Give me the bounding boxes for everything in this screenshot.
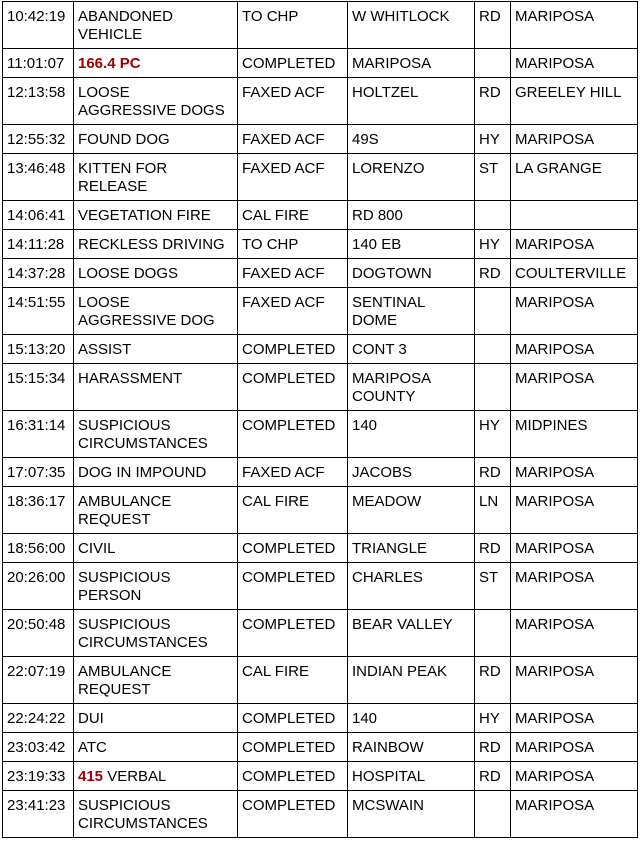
city-cell: COULTERVILLE — [511, 259, 638, 288]
time-cell: 15:13:20 — [3, 335, 74, 364]
penal-code: 415 — [78, 768, 104, 785]
city-cell: MARIPOSA — [511, 335, 638, 364]
street-cell: DOGTOWN — [348, 259, 475, 288]
street-cell: JACOBS — [348, 458, 475, 487]
city-cell: MARIPOSA — [511, 762, 638, 791]
log-row — [3, 2, 638, 49]
disposition-cell: COMPLETED — [238, 335, 348, 364]
street-suffix-cell: ST — [475, 154, 511, 201]
time-cell: 16:31:14 — [3, 411, 74, 458]
call-type-cell: AMBULANCE REQUEST — [74, 487, 238, 534]
log-row — [3, 125, 638, 154]
street-suffix-cell — [475, 335, 511, 364]
street-cell: MARIPOSA — [348, 49, 475, 78]
log-row — [3, 49, 638, 78]
time-cell: 18:56:00 — [3, 534, 74, 563]
log-row — [3, 259, 638, 288]
disposition-cell: FAXED ACF — [238, 154, 348, 201]
call-type-cell: AMBULANCE REQUEST — [74, 657, 238, 704]
street-cell: 140 — [348, 704, 475, 733]
call-type-cell: RECKLESS DRIVING — [74, 230, 238, 259]
log-row — [3, 201, 638, 230]
street-cell: LORENZO — [348, 154, 475, 201]
call-type-text: VERBAL — [103, 768, 167, 785]
street-suffix-cell: RD — [475, 2, 511, 49]
time-cell: 12:13:58 — [3, 78, 74, 125]
time-cell: 14:06:41 — [3, 201, 74, 230]
log-row — [3, 487, 638, 534]
street-suffix-cell: HY — [475, 704, 511, 733]
street-suffix-cell: ST — [475, 563, 511, 610]
street-cell: INDIAN PEAK — [348, 657, 475, 704]
time-cell: 18:36:17 — [3, 487, 74, 534]
street-cell: HOLTZEL — [348, 78, 475, 125]
city-cell: MARIPOSA — [511, 125, 638, 154]
disposition-cell: COMPLETED — [238, 563, 348, 610]
log-row — [3, 610, 638, 657]
call-type-cell: FOUND DOG — [74, 125, 238, 154]
log-row — [3, 733, 638, 762]
call-type-cell: CIVIL — [74, 534, 238, 563]
call-type-cell: DUI — [74, 704, 238, 733]
street-cell: RAINBOW — [348, 733, 475, 762]
city-cell: MARIPOSA — [511, 364, 638, 411]
call-type-cell: KITTEN FOR RELEASE — [74, 154, 238, 201]
city-cell: LA GRANGE — [511, 154, 638, 201]
disposition-cell: FAXED ACF — [238, 259, 348, 288]
disposition-cell: COMPLETED — [238, 733, 348, 762]
city-cell: MARIPOSA — [511, 288, 638, 335]
disposition-cell: COMPLETED — [238, 49, 348, 78]
time-cell: 14:37:28 — [3, 259, 74, 288]
street-suffix-cell: RD — [475, 78, 511, 125]
call-log-table — [2, 1, 638, 838]
street-suffix-cell: RD — [475, 534, 511, 563]
street-suffix-cell: LN — [475, 487, 511, 534]
call-type-cell: ATC — [74, 733, 238, 762]
street-suffix-cell: RD — [475, 657, 511, 704]
call-type-cell: SUSPICIOUS CIRCUMSTANCES — [74, 791, 238, 838]
street-suffix-cell: RD — [475, 762, 511, 791]
disposition-cell: COMPLETED — [238, 762, 348, 791]
street-cell: BEAR VALLEY — [348, 610, 475, 657]
time-cell: 13:46:48 — [3, 154, 74, 201]
log-row — [3, 288, 638, 335]
street-suffix-cell — [475, 364, 511, 411]
street-suffix-cell — [475, 288, 511, 335]
call-type-cell: SUSPICIOUS CIRCUMSTANCES — [74, 411, 238, 458]
street-suffix-cell — [475, 49, 511, 78]
disposition-cell: FAXED ACF — [238, 288, 348, 335]
street-suffix-cell: RD — [475, 259, 511, 288]
city-cell: MARIPOSA — [511, 657, 638, 704]
street-cell: MEADOW — [348, 487, 475, 534]
city-cell: MARIPOSA — [511, 534, 638, 563]
time-cell: 11:01:07 — [3, 49, 74, 78]
street-cell: CONT 3 — [348, 335, 475, 364]
call-type-cell: HARASSMENT — [74, 364, 238, 411]
time-cell: 22:24:22 — [3, 704, 74, 733]
time-cell: 14:11:28 — [3, 230, 74, 259]
call-type-cell: SUSPICIOUS CIRCUMSTANCES — [74, 610, 238, 657]
city-cell: MARIPOSA — [511, 2, 638, 49]
disposition-cell: TO CHP — [238, 2, 348, 49]
city-cell — [511, 201, 638, 230]
city-cell: MARIPOSA — [511, 487, 638, 534]
street-suffix-cell: RD — [475, 458, 511, 487]
street-suffix-cell: HY — [475, 411, 511, 458]
street-cell: TRIANGLE — [348, 534, 475, 563]
log-row — [3, 78, 638, 125]
call-type-cell — [74, 49, 238, 78]
city-cell: MIDPINES — [511, 411, 638, 458]
street-cell: 140 EB — [348, 230, 475, 259]
log-row — [3, 154, 638, 201]
disposition-cell: CAL FIRE — [238, 487, 348, 534]
call-type-cell: ABANDONED VEHICLE — [74, 2, 238, 49]
log-row — [3, 458, 638, 487]
log-row — [3, 364, 638, 411]
time-cell: 22:07:19 — [3, 657, 74, 704]
disposition-cell: CAL FIRE — [238, 657, 348, 704]
disposition-cell: COMPLETED — [238, 411, 348, 458]
street-suffix-cell — [475, 201, 511, 230]
log-row — [3, 534, 638, 563]
street-suffix-cell: HY — [475, 230, 511, 259]
log-row — [3, 230, 638, 259]
city-cell: MARIPOSA — [511, 563, 638, 610]
log-row — [3, 704, 638, 733]
city-cell: MARIPOSA — [511, 458, 638, 487]
time-cell: 20:50:48 — [3, 610, 74, 657]
log-row — [3, 563, 638, 610]
disposition-cell: COMPLETED — [238, 791, 348, 838]
disposition-cell: COMPLETED — [238, 704, 348, 733]
disposition-cell: FAXED ACF — [238, 125, 348, 154]
call-type-cell: LOOSE AGGRESSIVE DOG — [74, 288, 238, 335]
call-type-cell — [74, 762, 238, 791]
street-suffix-cell — [475, 610, 511, 657]
time-cell: 10:42:19 — [3, 2, 74, 49]
call-type-cell: LOOSE AGGRESSIVE DOGS — [74, 78, 238, 125]
street-cell: W WHITLOCK — [348, 2, 475, 49]
street-cell: HOSPITAL — [348, 762, 475, 791]
time-cell: 20:26:00 — [3, 563, 74, 610]
disposition-cell: FAXED ACF — [238, 78, 348, 125]
call-log-body — [3, 2, 638, 838]
city-cell: MARIPOSA — [511, 704, 638, 733]
log-row — [3, 335, 638, 364]
disposition-cell: COMPLETED — [238, 534, 348, 563]
city-cell: MARIPOSA — [511, 791, 638, 838]
street-cell: RD 800 — [348, 201, 475, 230]
log-row — [3, 657, 638, 704]
log-row — [3, 411, 638, 458]
city-cell: MARIPOSA — [511, 49, 638, 78]
street-suffix-cell: HY — [475, 125, 511, 154]
time-cell: 14:51:55 — [3, 288, 74, 335]
call-type-cell: VEGETATION FIRE — [74, 201, 238, 230]
city-cell: MARIPOSA — [511, 230, 638, 259]
street-suffix-cell — [475, 791, 511, 838]
time-cell: 12:55:32 — [3, 125, 74, 154]
street-suffix-cell: RD — [475, 733, 511, 762]
disposition-cell: COMPLETED — [238, 364, 348, 411]
street-cell: 49S — [348, 125, 475, 154]
time-cell: 23:19:33 — [3, 762, 74, 791]
street-cell: 140 — [348, 411, 475, 458]
disposition-cell: CAL FIRE — [238, 201, 348, 230]
city-cell: GREELEY HILL — [511, 78, 638, 125]
city-cell: MARIPOSA — [511, 610, 638, 657]
disposition-cell: TO CHP — [238, 230, 348, 259]
city-cell: MARIPOSA — [511, 733, 638, 762]
call-type-cell: SUSPICIOUS PERSON — [74, 563, 238, 610]
log-row — [3, 762, 638, 791]
log-row — [3, 791, 638, 838]
street-cell: MCSWAIN — [348, 791, 475, 838]
street-cell: SENTINAL DOME — [348, 288, 475, 335]
call-type-cell: ASSIST — [74, 335, 238, 364]
call-type-cell: DOG IN IMPOUND — [74, 458, 238, 487]
street-cell: CHARLES — [348, 563, 475, 610]
time-cell: 23:03:42 — [3, 733, 74, 762]
call-type-cell: LOOSE DOGS — [74, 259, 238, 288]
time-cell: 17:07:35 — [3, 458, 74, 487]
street-cell: MARIPOSA COUNTY — [348, 364, 475, 411]
time-cell: 23:41:23 — [3, 791, 74, 838]
penal-code: 166.4 PC — [78, 55, 141, 72]
time-cell: 15:15:34 — [3, 364, 74, 411]
disposition-cell: COMPLETED — [238, 610, 348, 657]
disposition-cell: FAXED ACF — [238, 458, 348, 487]
